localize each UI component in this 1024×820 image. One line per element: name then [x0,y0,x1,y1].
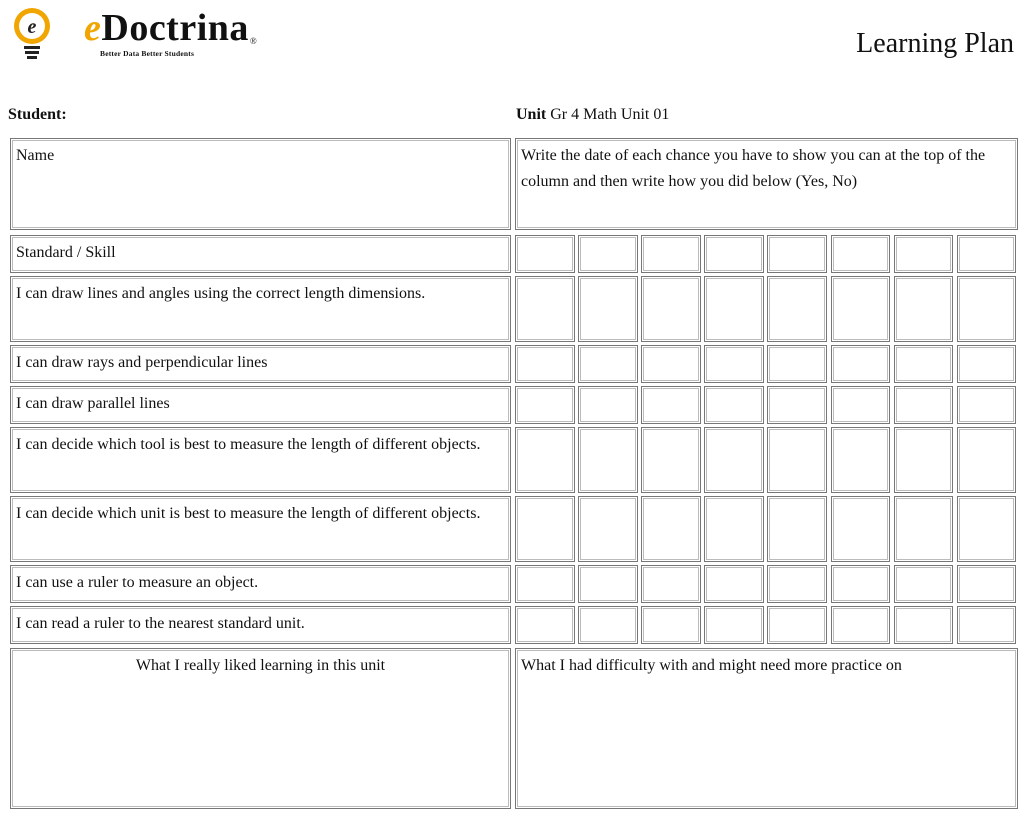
attempt-result-cell[interactable] [831,565,891,603]
attempt-result-cell[interactable] [515,496,575,562]
attempt-result-cell[interactable] [704,496,764,562]
attempt-date-cell[interactable] [578,235,638,273]
attempt-result-cell[interactable] [894,565,954,603]
attempt-result-cell[interactable] [767,386,827,424]
skill-row-1 [10,276,511,342]
registered-mark: ® [249,36,258,46]
attempt-result-cell[interactable] [641,606,701,644]
attempt-date-cell[interactable] [767,235,827,273]
attempt-result-cell[interactable] [578,345,638,383]
skill-label: I can read a ruler to the nearest standard unit. [16,615,305,632]
standard-header-label: Standard / Skill [16,244,116,261]
attempt-result-cell[interactable] [894,496,954,562]
skill-row-5 [10,496,511,562]
attempt-result-cell[interactable] [767,565,827,603]
attempt-date-cell[interactable] [831,235,891,273]
attempt-date-cell[interactable] [894,235,954,273]
difficulty-label: What I had difficulty with and might need more practice on [521,657,902,674]
attempt-result-cell[interactable] [831,276,891,342]
standard-header-cell [10,235,511,273]
liked-learning-label: What I really liked learning in this unit [135,657,386,674]
lightbulb-logo-icon [8,4,68,64]
attempt-result-cell[interactable] [515,427,575,493]
attempt-result-cell[interactable] [957,496,1017,562]
attempt-result-cell[interactable] [704,427,764,493]
attempt-result-cell[interactable] [515,345,575,383]
attempt-result-cell[interactable] [578,276,638,342]
unit-value: Gr 4 Math Unit 01 [550,106,670,123]
attempt-result-cell[interactable] [767,345,827,383]
skill-label: I can use a ruler to measure an object. [16,574,259,591]
skill-row-3 [10,386,511,424]
attempt-date-cell[interactable] [641,235,701,273]
attempt-result-cell[interactable] [894,276,954,342]
unit-label: Unit [516,106,547,123]
attempt-result-cell[interactable] [767,276,827,342]
attempt-result-cell[interactable] [515,606,575,644]
attempt-result-cell[interactable] [957,276,1017,342]
skill-row-2 [10,345,511,383]
attempt-date-cell[interactable] [704,235,764,273]
name-label: Name [16,147,55,164]
attempt-result-cell[interactable] [894,606,954,644]
edoctrina-logo [8,4,278,64]
brand-name [84,6,257,50]
svg-text:e: e [27,16,37,38]
name-cell[interactable] [10,138,511,230]
attempt-result-cell[interactable] [957,606,1017,644]
skill-label: I can decide which unit is best to measure the length of different objects. [16,505,481,522]
attempt-result-cell[interactable] [578,427,638,493]
skill-row-4 [10,427,511,493]
attempt-result-cell[interactable] [831,427,891,493]
attempt-result-cell[interactable] [831,606,891,644]
brand-e: e [84,7,102,49]
difficulty-cell[interactable] [515,648,1018,809]
attempt-result-cell[interactable] [831,386,891,424]
attempt-result-cell[interactable] [515,276,575,342]
attempt-result-cell[interactable] [704,276,764,342]
attempt-result-cell[interactable] [578,496,638,562]
attempt-result-cell[interactable] [704,345,764,383]
brand-rest: Doctrina [101,7,249,49]
skill-label: I can draw lines and angles using the correct length dimensions. [16,285,426,302]
attempt-date-cell[interactable] [957,235,1017,273]
attempt-result-cell[interactable] [957,345,1017,383]
attempt-result-cell[interactable] [578,386,638,424]
liked-learning-cell[interactable] [10,648,511,809]
attempt-result-cell[interactable] [704,606,764,644]
attempt-result-cell[interactable] [894,427,954,493]
attempt-result-cell[interactable] [641,565,701,603]
instructions-text: Write the date of each chance you have to show you can at the top of the column and then write how you did below (Yes, No) [521,147,986,190]
unit-line [516,106,669,124]
attempt-result-cell[interactable] [831,345,891,383]
attempt-result-cell[interactable] [767,496,827,562]
attempt-result-cell[interactable] [641,427,701,493]
skill-label: I can draw rays and perpendicular lines [16,354,268,371]
skill-label: I can decide which tool is best to measure the length of different objects. [16,436,481,453]
student-label: Student: [8,106,67,123]
skill-row-7 [10,606,511,644]
attempt-result-cell[interactable] [894,386,954,424]
attempt-result-cell[interactable] [831,496,891,562]
attempt-result-cell[interactable] [704,565,764,603]
attempt-result-cell[interactable] [894,345,954,383]
attempt-result-cell[interactable] [767,427,827,493]
brand-tagline: Better Data Better Students [100,49,195,58]
attempt-result-cell[interactable] [641,276,701,342]
attempt-result-cell[interactable] [957,565,1017,603]
attempt-result-cell[interactable] [957,427,1017,493]
attempt-result-cell[interactable] [515,386,575,424]
skill-row-6 [10,565,511,603]
attempt-result-cell[interactable] [957,386,1017,424]
instructions-cell [515,138,1018,230]
attempt-result-cell[interactable] [641,345,701,383]
attempt-result-cell[interactable] [578,565,638,603]
attempt-date-cell[interactable] [515,235,575,273]
attempt-result-cell[interactable] [641,386,701,424]
attempt-result-cell[interactable] [767,606,827,644]
attempt-result-cell[interactable] [515,565,575,603]
attempt-result-cell[interactable] [641,496,701,562]
attempt-result-cell[interactable] [578,606,638,644]
skill-label: I can draw parallel lines [16,395,170,412]
page-title: Learning Plan [856,28,1014,59]
attempt-result-cell[interactable] [704,386,764,424]
